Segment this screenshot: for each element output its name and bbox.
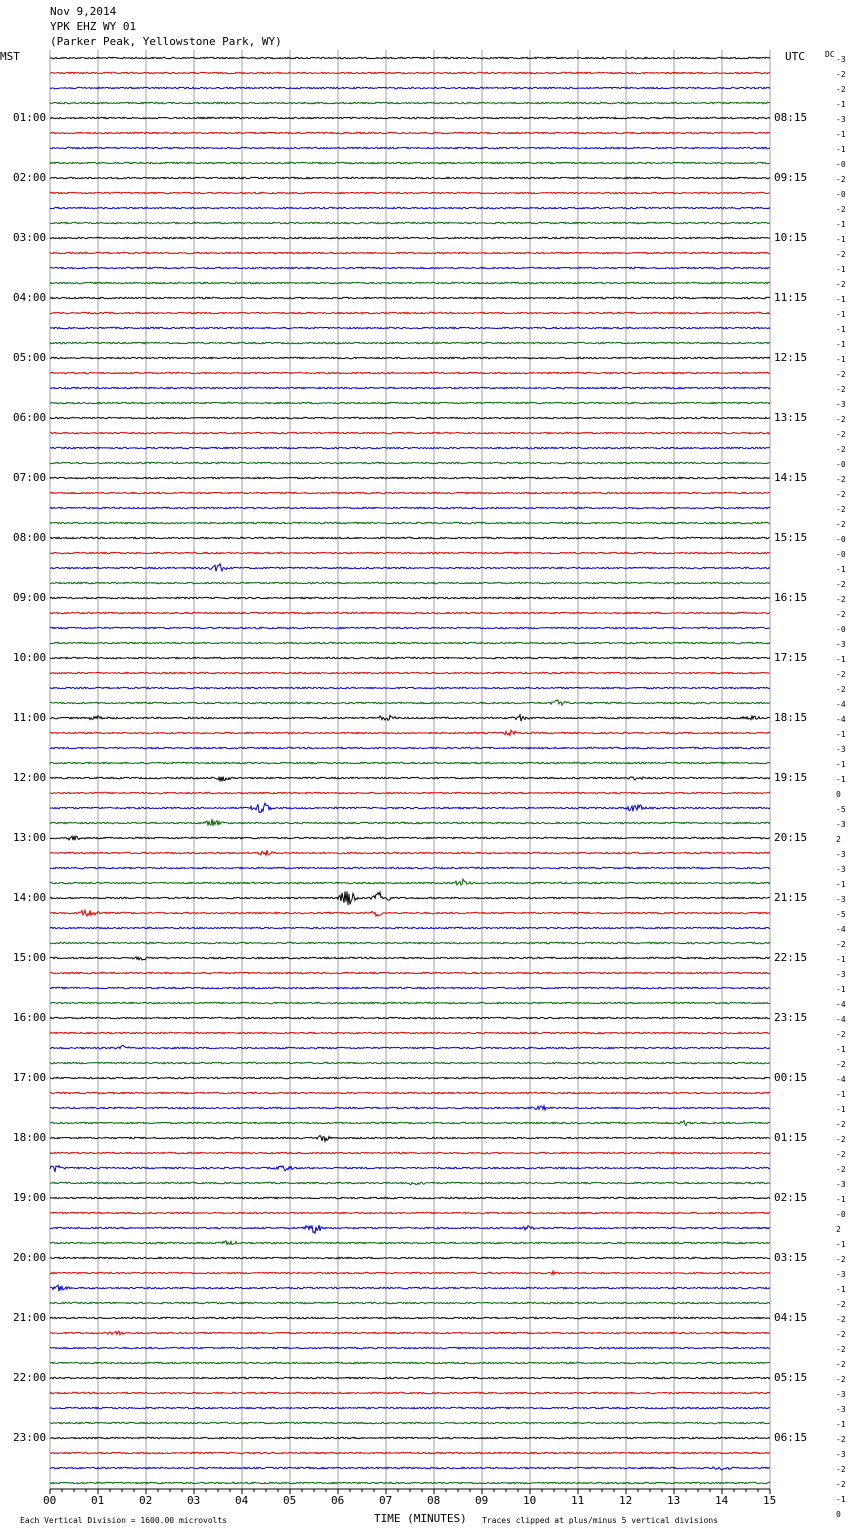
x-tick-label: 11	[571, 1494, 585, 1507]
trace-row-93	[50, 1452, 770, 1454]
trace-row-74	[50, 1166, 770, 1172]
dc-offset-label: -1	[836, 355, 846, 364]
right-hour-label: 09:15	[774, 171, 808, 184]
trace-row-62	[50, 987, 770, 989]
trace-row-61	[50, 972, 770, 974]
trace-row-71	[50, 1121, 770, 1126]
right-hour-label: 16:15	[774, 591, 808, 604]
trace-row-70	[50, 1106, 770, 1110]
trace-row-79	[50, 1241, 770, 1245]
dc-offset-label: -1	[836, 730, 846, 739]
dc-offset-label: -5	[836, 910, 846, 919]
right-hour-label: 11:15	[774, 291, 808, 304]
left-hour-label: 06:00	[13, 411, 47, 424]
trace-row-60	[50, 957, 770, 960]
trace-row-7	[50, 162, 770, 164]
dc-offset-label: -1	[836, 1240, 846, 1249]
dc-offset-label: -2	[836, 1120, 846, 1129]
trace-row-17	[50, 312, 770, 314]
x-tick-label: 13	[667, 1494, 681, 1507]
x-tick-label: 14	[715, 1494, 729, 1507]
dc-offset-label: -2	[836, 940, 846, 949]
trace-row-86	[50, 1347, 770, 1349]
trace-row-51	[50, 819, 770, 826]
trace-row-76	[50, 1197, 770, 1199]
dc-offset-label: -2	[836, 1165, 846, 1174]
trace-row-24	[50, 417, 770, 419]
dc-offset-label: -0	[836, 460, 846, 469]
left-hour-label: 09:00	[13, 591, 47, 604]
trace-row-16	[50, 297, 770, 299]
trace-row-3	[50, 102, 770, 104]
trace-row-6	[50, 147, 770, 149]
header-location: (Parker Peak, Yellowstone Park, WY)	[50, 35, 282, 48]
scale-note: Each Vertical Division = 1600.00 microvolts	[20, 1516, 228, 1525]
left-hour-label: 11:00	[13, 711, 47, 724]
dc-offset-label: -2	[836, 1060, 846, 1069]
trace-row-13	[50, 252, 770, 254]
dc-offset-label: -1	[836, 880, 846, 889]
dc-offset-label: -2	[836, 430, 846, 439]
trace-row-84	[50, 1317, 770, 1319]
right-hour-label: 19:15	[774, 771, 808, 784]
dc-offset-label: -4	[836, 1075, 846, 1084]
right-hour-label: 00:15	[774, 1071, 808, 1084]
dc-offset-label: -2	[836, 1435, 846, 1444]
trace-row-44	[50, 715, 770, 721]
dc-offset-label: -1	[836, 1195, 846, 1204]
trace-row-59	[50, 942, 770, 944]
dc-offset-label: -2	[836, 595, 846, 604]
trace-row-27	[50, 462, 770, 464]
trace-row-34	[50, 564, 770, 572]
trace-row-67	[50, 1062, 770, 1064]
trace-row-25	[50, 432, 770, 434]
dc-offset-label: -1	[836, 130, 846, 139]
left-hour-label: 17:00	[13, 1071, 47, 1084]
dc-offset-label: -2	[836, 1330, 846, 1339]
left-hour-label: 12:00	[13, 771, 47, 784]
dc-offset-label: -2	[836, 1360, 846, 1369]
right-hour-label: 15:15	[774, 531, 808, 544]
dc-offset-label: -3	[836, 1270, 846, 1279]
dc-offset-label: -2	[836, 670, 846, 679]
left-hour-label: 15:00	[13, 951, 47, 964]
dc-offset-label: -0	[836, 550, 846, 559]
dc-offset-label: 2	[836, 1225, 841, 1234]
right-hour-label: 05:15	[774, 1371, 808, 1384]
dc-offset-label: -2	[836, 610, 846, 619]
trace-row-45	[50, 730, 770, 735]
left-hour-label: 18:00	[13, 1131, 47, 1144]
dc-offset-label: -2	[836, 385, 846, 394]
trace-row-28	[50, 477, 770, 479]
dc-offset-label: -3	[836, 115, 846, 124]
trace-row-95	[50, 1482, 770, 1484]
dc-offset-label: -2	[836, 1030, 846, 1039]
left-hour-label: 16:00	[13, 1011, 47, 1024]
trace-row-10	[50, 207, 770, 209]
dc-offset-label: -2	[836, 445, 846, 454]
trace-row-78	[50, 1225, 770, 1233]
trace-row-58	[50, 927, 770, 929]
dc-offset-label: -2	[836, 490, 846, 499]
seismic-traces	[50, 57, 770, 1484]
dc-offset-label: -4	[836, 700, 846, 709]
dc-offset-label: -3	[836, 970, 846, 979]
dc-offset-label: -2	[836, 580, 846, 589]
left-hour-label: 07:00	[13, 471, 47, 484]
dc-offset-label: -1	[836, 760, 846, 769]
dc-offset-label: -3	[836, 400, 846, 409]
x-tick-label: 02	[139, 1494, 153, 1507]
left-hour-label: 01:00	[13, 111, 47, 124]
trace-row-30	[50, 507, 770, 509]
trace-row-15	[50, 282, 770, 284]
dc-offset-label: -2	[836, 685, 846, 694]
trace-row-80	[50, 1257, 770, 1259]
trace-row-89	[50, 1392, 770, 1394]
right-hour-label: 18:15	[774, 711, 808, 724]
trace-row-69	[50, 1092, 770, 1094]
right-hour-label: 08:15	[774, 111, 808, 124]
dc-offset-label: -2	[836, 1345, 846, 1354]
dc-offset-label: -3	[836, 745, 846, 754]
trace-row-64	[50, 1017, 770, 1019]
dc-offset-label: -2	[836, 250, 846, 259]
trace-row-11	[50, 222, 770, 224]
trace-row-43	[50, 700, 770, 705]
trace-row-90	[50, 1407, 770, 1409]
dc-offset-label: -2	[836, 505, 846, 514]
trace-row-8	[50, 177, 770, 179]
dc-offset-label: -1	[836, 220, 846, 229]
dc-offset-label: -1	[836, 1045, 846, 1054]
left-hour-label: 02:00	[13, 171, 47, 184]
dc-offset-label: -2	[836, 370, 846, 379]
trace-row-87	[50, 1362, 770, 1364]
trace-row-88	[50, 1377, 770, 1379]
dc-offset-label: -2	[836, 475, 846, 484]
dc-offset-label: -2	[836, 1150, 846, 1159]
dc-offset-label: -5	[836, 805, 846, 814]
trace-row-5	[50, 132, 770, 134]
x-tick-label: 08	[427, 1494, 441, 1507]
trace-row-55	[50, 879, 770, 885]
trace-row-63	[50, 1002, 770, 1004]
dc-offset-label: -2	[836, 70, 846, 79]
dc-offset-label: -1	[836, 265, 846, 274]
trace-row-94	[50, 1467, 770, 1470]
right-hour-label: 21:15	[774, 891, 808, 904]
header-date: Nov 9,2014	[50, 5, 117, 18]
x-tick-label: 06	[331, 1494, 345, 1507]
dc-offset-label: -3	[836, 895, 846, 904]
dc-offset-label: -0	[836, 625, 846, 634]
right-hour-label: 10:15	[774, 231, 808, 244]
dc-offset-label: -1	[836, 145, 846, 154]
trace-row-32	[50, 537, 770, 539]
right-timezone-label: UTC	[785, 50, 805, 63]
right-hour-label: 14:15	[774, 471, 808, 484]
dc-offset-label: -1	[836, 565, 846, 574]
x-tick-label: 10	[523, 1494, 537, 1507]
left-hour-label: 03:00	[13, 231, 47, 244]
right-hour-label: 12:15	[774, 351, 808, 364]
trace-row-49	[50, 792, 770, 794]
dc-offset-label: -1	[836, 1420, 846, 1429]
dc-offset-label: 2	[836, 835, 841, 844]
x-tick-label: 12	[619, 1494, 633, 1507]
dc-offset-label: -1	[836, 1495, 846, 1504]
dc-offset-label: -1	[836, 955, 846, 964]
right-hour-label: 04:15	[774, 1311, 808, 1324]
left-hour-label: 22:00	[13, 1371, 47, 1384]
dc-offset-label: -1	[836, 310, 846, 319]
trace-row-2	[50, 87, 770, 89]
x-tick-label: 07	[379, 1494, 393, 1507]
right-hour-label: 23:15	[774, 1011, 808, 1024]
trace-row-47	[50, 762, 770, 764]
dc-offset-label: -1	[836, 775, 846, 784]
left-hour-label: 20:00	[13, 1251, 47, 1264]
left-hour-label: 19:00	[13, 1191, 47, 1204]
right-hour-label: 02:15	[774, 1191, 808, 1204]
dc-offset-label: -0	[836, 190, 846, 199]
trace-row-52	[50, 836, 770, 840]
trace-row-26	[50, 447, 770, 449]
trace-row-65	[50, 1032, 770, 1034]
left-hour-label: 14:00	[13, 891, 47, 904]
dc-label: DC	[825, 50, 835, 59]
left-timezone-label: MST	[0, 50, 20, 63]
trace-row-9	[50, 192, 770, 194]
trace-row-38	[50, 627, 770, 629]
dc-offset-label: -0	[836, 160, 846, 169]
dc-offset-label: -2	[836, 1480, 846, 1489]
dc-offset-label: -4	[836, 1000, 846, 1009]
trace-row-53	[50, 850, 770, 856]
trace-row-1	[50, 72, 770, 74]
dc-offset-label: -2	[836, 85, 846, 94]
dc-offset-label: -2	[836, 175, 846, 184]
dc-offset-label: -3	[836, 1390, 846, 1399]
dc-offset-label: -3	[836, 1180, 846, 1189]
dc-offset-label: -2	[836, 280, 846, 289]
trace-row-39	[50, 642, 770, 644]
dc-offset-label: -2	[836, 520, 846, 529]
dc-offset-label: -2	[836, 1315, 846, 1324]
dc-offset-label: -1	[836, 1285, 846, 1294]
dc-offset-label: -2	[836, 1375, 846, 1384]
dc-offset-label: -4	[836, 715, 846, 724]
dc-offset-label: -2	[836, 1465, 846, 1474]
dc-offset-label: -1	[836, 100, 846, 109]
dc-offset-label: -2	[836, 415, 846, 424]
right-hour-label: 13:15	[774, 411, 808, 424]
dc-offset-label: -4	[836, 925, 846, 934]
left-hour-label: 05:00	[13, 351, 47, 364]
x-axis-ticks	[50, 1489, 770, 1494]
trace-row-46	[50, 747, 770, 749]
trace-row-18	[50, 327, 770, 329]
x-tick-label: 01	[91, 1494, 105, 1507]
dc-offset-label: -1	[836, 1090, 846, 1099]
dc-offset-label: -2	[836, 205, 846, 214]
trace-row-12	[50, 237, 770, 239]
right-hour-label: 22:15	[774, 951, 808, 964]
trace-row-83	[50, 1302, 770, 1304]
trace-row-37	[50, 612, 770, 614]
dc-offset-label: -1	[836, 340, 846, 349]
trace-row-23	[50, 402, 770, 404]
x-tick-label: 09	[475, 1494, 489, 1507]
trace-row-4	[50, 117, 770, 119]
dc-offset-label: -2	[836, 1135, 846, 1144]
left-hour-label: 21:00	[13, 1311, 47, 1324]
dc-offset-label: -1	[836, 655, 846, 664]
trace-row-22	[50, 387, 770, 389]
trace-row-19	[50, 342, 770, 344]
dc-offset-label: -4	[836, 1015, 846, 1024]
dc-offset-label: -3	[836, 1450, 846, 1459]
trace-row-81	[50, 1271, 770, 1275]
header-station: YPK EHZ WY 01	[50, 20, 137, 33]
x-tick-label: 04	[235, 1494, 249, 1507]
trace-row-41	[50, 672, 770, 674]
trace-row-50	[50, 803, 770, 812]
x-tick-label: 15	[763, 1494, 777, 1507]
right-hour-label: 03:15	[774, 1251, 808, 1264]
x-tick-label: 03	[187, 1494, 201, 1507]
right-hour-label: 01:15	[774, 1131, 808, 1144]
trace-row-72	[50, 1135, 770, 1141]
trace-row-31	[50, 522, 770, 524]
left-hour-label: 04:00	[13, 291, 47, 304]
clip-note: Traces clipped at plus/minus 5 vertical divisions	[482, 1516, 719, 1525]
trace-row-21	[50, 372, 770, 374]
right-hour-label: 17:15	[774, 651, 808, 664]
dc-offset-label: -3	[836, 865, 846, 874]
dc-offset-label: -2	[836, 1255, 846, 1264]
left-hour-label: 08:00	[13, 531, 47, 544]
trace-row-77	[50, 1212, 770, 1214]
dc-offset-label: -1	[836, 1105, 846, 1114]
trace-row-33	[50, 552, 770, 554]
trace-row-75	[50, 1182, 770, 1185]
trace-row-85	[50, 1331, 770, 1335]
trace-row-82	[50, 1285, 770, 1291]
trace-row-54	[50, 867, 770, 869]
dc-offset-label: -3	[836, 820, 846, 829]
dc-offset-label: -2	[836, 1300, 846, 1309]
trace-row-20	[50, 357, 770, 359]
trace-row-68	[50, 1077, 770, 1079]
dc-offset-label: -3	[836, 55, 846, 64]
trace-row-14	[50, 267, 770, 269]
right-hour-label: 20:15	[774, 831, 808, 844]
trace-row-91	[50, 1422, 770, 1424]
x-axis-title: TIME (MINUTES)	[374, 1512, 467, 1525]
trace-row-29	[50, 492, 770, 494]
left-hour-label: 10:00	[13, 651, 47, 664]
trace-row-42	[50, 687, 770, 689]
x-tick-label: 05	[283, 1494, 297, 1507]
trace-row-40	[50, 657, 770, 659]
trace-row-36	[50, 597, 770, 599]
dc-offset-label: 0	[836, 1510, 841, 1519]
dc-offset-label: 0	[836, 790, 841, 799]
left-hour-label: 13:00	[13, 831, 47, 844]
trace-row-48	[50, 777, 770, 782]
trace-row-92	[50, 1437, 770, 1439]
dc-offset-label: -0	[836, 1210, 846, 1219]
trace-row-66	[50, 1045, 770, 1049]
trace-row-73	[50, 1152, 770, 1154]
trace-row-57	[50, 910, 770, 916]
trace-row-56	[50, 891, 770, 905]
x-tick-label: 00	[43, 1494, 57, 1507]
right-hour-label: 06:15	[774, 1431, 808, 1444]
trace-row-35	[50, 582, 770, 584]
dc-offset-label: -1	[836, 325, 846, 334]
left-hour-label: 23:00	[13, 1431, 47, 1444]
dc-offset-label: -1	[836, 235, 846, 244]
dc-offset-label: -3	[836, 640, 846, 649]
dc-offset-label: -0	[836, 535, 846, 544]
dc-offset-label: -1	[836, 985, 846, 994]
dc-offset-label: -3	[836, 850, 846, 859]
dc-offset-label: -1	[836, 295, 846, 304]
trace-row-0	[50, 57, 770, 59]
dc-offset-label: -3	[836, 1405, 846, 1414]
